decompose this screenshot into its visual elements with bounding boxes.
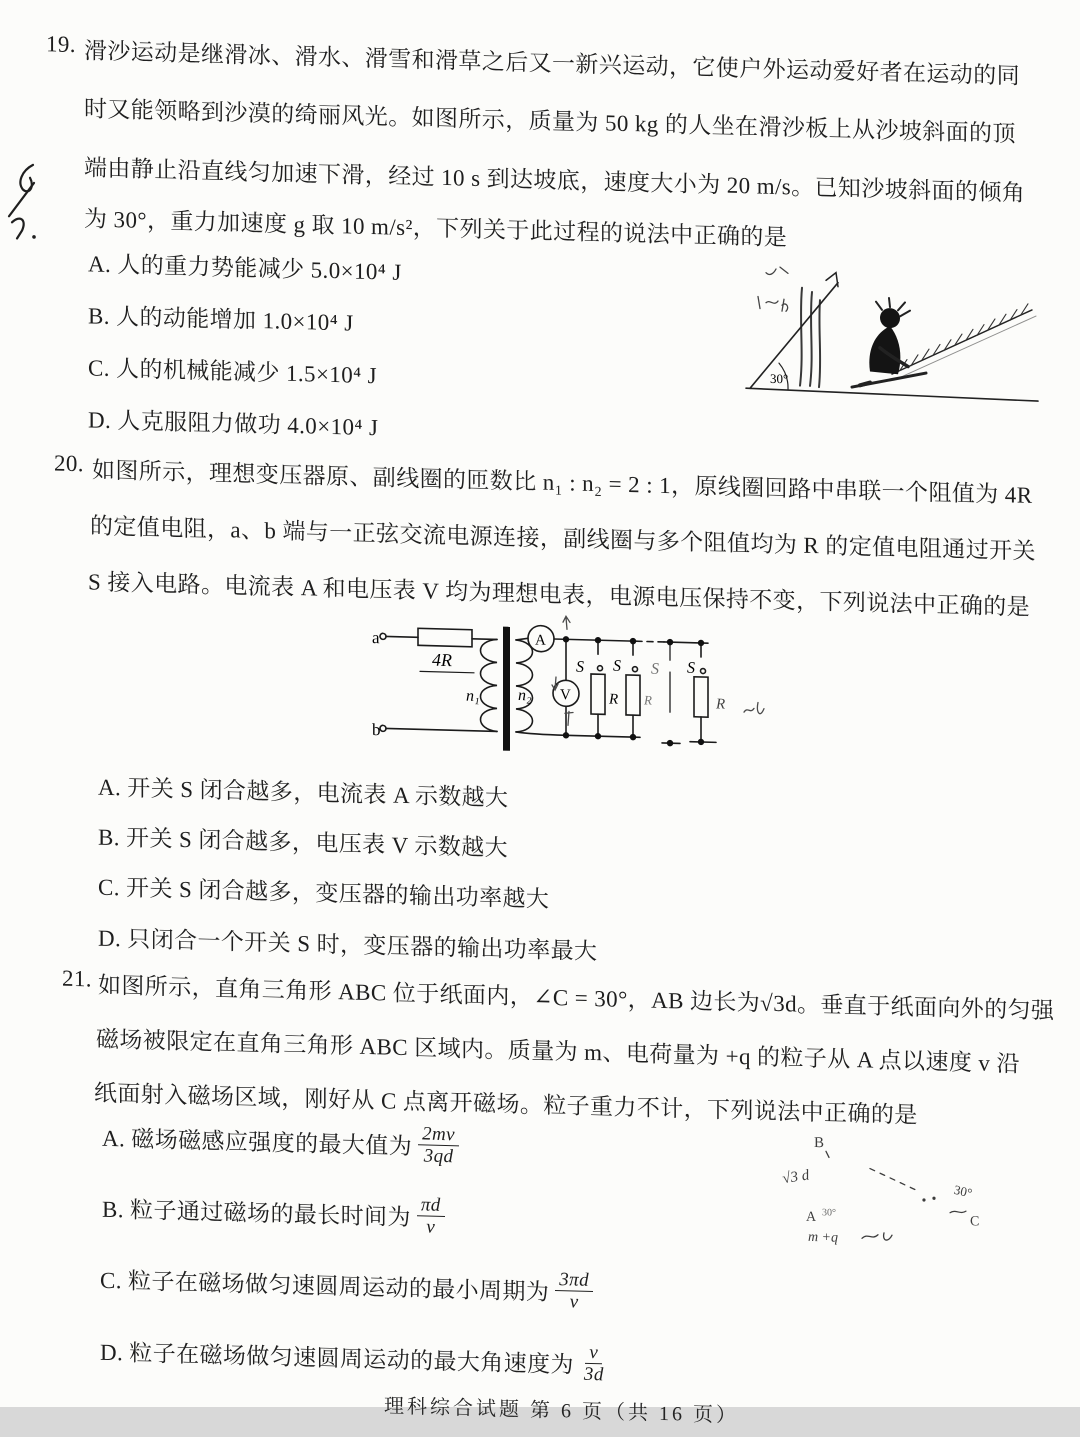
q20-option-b: B. 开关 S 闭合越多，电压表 V 示数越大	[98, 824, 509, 861]
switch-label-4: S	[687, 659, 695, 677]
sketch-angle-c-label: 30°	[952, 1181, 974, 1201]
fraction-numerator: 2mv	[418, 1123, 459, 1146]
q21-option-b-text: B. 粒子通过磁场的最长时间为	[102, 1197, 411, 1231]
q20-line-2: 的定值电阻，a、b 端与一正弦交流电源连接，副线圈与多个阻值均为 R 的定值电阻通过开关	[90, 513, 1036, 565]
primary-turns-label: n₁	[466, 687, 480, 705]
fraction	[555, 1269, 593, 1314]
terminal-b-node	[380, 725, 386, 731]
secondary-turns-label: n₂	[518, 687, 532, 705]
q21-option-a-text: A. 磁场磁感应强度的最大值为	[102, 1126, 413, 1160]
terminal-a-label: a	[372, 628, 380, 648]
q21-option-d	[100, 1329, 608, 1386]
q19-option-a: A. 人的重力势能减少 5.0×10⁴ J	[88, 251, 402, 285]
switch-label-2: S	[613, 657, 621, 675]
q21-option-c-text: C. 粒子在磁场做匀速圆周运动的最小周期为	[100, 1267, 550, 1306]
sketch-point-b-label: B	[814, 1135, 825, 1152]
sketch-hypotenuse	[870, 1169, 920, 1192]
sand-slope-line	[892, 306, 1032, 378]
primary-coil	[481, 639, 498, 731]
load-resistor-1	[591, 674, 605, 714]
sketch-point-a-label: A	[806, 1209, 817, 1226]
q20-option-c: C. 开关 S 闭合越多，变压器的输出功率越大	[98, 874, 550, 912]
q20-number: 20.	[54, 450, 84, 477]
q21-line-1: 如图所示，直角三角形 ABC 位于纸面内，∠C = 30°，AB 边长为√3d。垂直于纸面向外的匀强	[98, 972, 1055, 1024]
q19-line-1: 滑沙运动是继滑冰、滑水、滑雪和滑草之后又一新兴运动，它使户外运动爱好者在运动的同	[84, 38, 1020, 89]
incline-line	[750, 280, 838, 390]
q20-line-3: S 接入电路。电流表 A 和电压表 V 均为理想电表，电源电压保持不变，下列说法中正确的是	[88, 569, 1031, 620]
q19-angle-label: 30°	[770, 370, 789, 387]
sketch-angle-a-label: 30°	[822, 1207, 836, 1219]
q19-option-c: C. 人的机械能减少 1.5×10⁴ J	[88, 355, 378, 389]
q19-line-3: 端由静止沿直线匀加速下滑，经过 10 s 到达坡底，速度大小为 20 m/s。已知沙坡斜面的倾角	[84, 155, 1026, 206]
q19-line-4: 为 30°，重力加速度 g 取 10 m/s²，下列关于此过程的说法中正确的是	[84, 206, 788, 251]
transformer-core	[503, 627, 510, 751]
fraction-denominator: 3d	[583, 1364, 604, 1386]
q19-option-b: B. 人的动能增加 1.0×10⁴ J	[88, 303, 354, 336]
q20-circuit-diagram	[370, 606, 782, 775]
resistor-label-1: R	[609, 691, 619, 708]
q19-slope-figure	[740, 256, 1062, 441]
sketch-charge-label: m +q	[808, 1229, 839, 1246]
q20-option-a: A. 开关 S 闭合越多，电流表 A 示数越大	[98, 774, 509, 811]
resistor-label-2: R	[644, 692, 652, 708]
page-footer: 理科综合试题 第 6 页（共 16 页）	[384, 1395, 739, 1427]
fraction-numerator: v	[585, 1342, 602, 1365]
terminal-a-node	[380, 633, 386, 639]
load-resistor-2	[626, 675, 640, 715]
slope-hatching	[900, 300, 1028, 373]
q20-option-d: D. 只闭合一个开关 S 时，变压器的输出功率最大	[98, 925, 598, 965]
q21-number: 21.	[62, 965, 92, 992]
load-resistor-4	[694, 677, 708, 717]
fraction-denominator: v	[426, 1216, 436, 1239]
ammeter-label: A	[535, 632, 546, 649]
handwriting-scribble	[758, 267, 788, 312]
margin-handwriting-scribble	[0, 158, 46, 247]
resistor-label-4: R	[716, 696, 726, 713]
sketch-point-c-label: C	[970, 1214, 980, 1230]
person-figure	[852, 297, 926, 389]
q21-line-2: 磁场被限定在直角三角形 ABC 区域内。质量为 m、电荷量为 +q 的粒子从 A 点以速度 v 沿	[96, 1026, 1020, 1077]
series-resistor-4R	[418, 628, 472, 646]
fraction	[417, 1194, 445, 1238]
fraction-numerator: 3πd	[555, 1269, 593, 1292]
fraction-denominator: v	[569, 1291, 579, 1313]
switch-label-1: S	[576, 658, 584, 676]
fraction	[580, 1342, 608, 1386]
fraction-denominator: 3qd	[423, 1145, 454, 1168]
q20-line-1: 如图所示，理想变压器原、副线圈的匝数比 n₁ : n₂ = 2 : 1，原线圈回路中串联一个阻值为 4R	[92, 457, 1033, 508]
ground-line	[746, 388, 1038, 401]
fraction	[418, 1123, 459, 1168]
sketch-length-label: √3 d	[781, 1167, 811, 1188]
q19-line-2: 时又能领略到沙漠的绮丽风光。如图所示，质量为 50 kg 的人坐在滑沙板上从沙坡斜面的顶	[84, 96, 1016, 147]
q21-handwritten-sketch	[770, 1124, 1070, 1272]
q19-number: 19.	[46, 31, 76, 58]
q21-option-a	[102, 1115, 459, 1168]
q21-option-d-text: D. 粒子在磁场做匀速圆周运动的最大角速度为	[100, 1339, 574, 1378]
switch-label-3: S	[651, 660, 659, 678]
q21-line-3: 纸面射入磁场区域，刚好从 C 点离开磁场。粒子重力不计，下列说法中正确的是	[94, 1080, 918, 1128]
q19-option-d: D. 人克服阻力做功 4.0×10⁴ J	[88, 407, 379, 441]
voltmeter-label: V	[560, 687, 571, 704]
q21-option-b	[102, 1186, 445, 1239]
terminal-b-label: b	[372, 720, 381, 740]
fraction-numerator: πd	[417, 1194, 445, 1217]
series-resistor-label: 4R	[432, 649, 452, 671]
q21-option-c	[100, 1257, 593, 1314]
